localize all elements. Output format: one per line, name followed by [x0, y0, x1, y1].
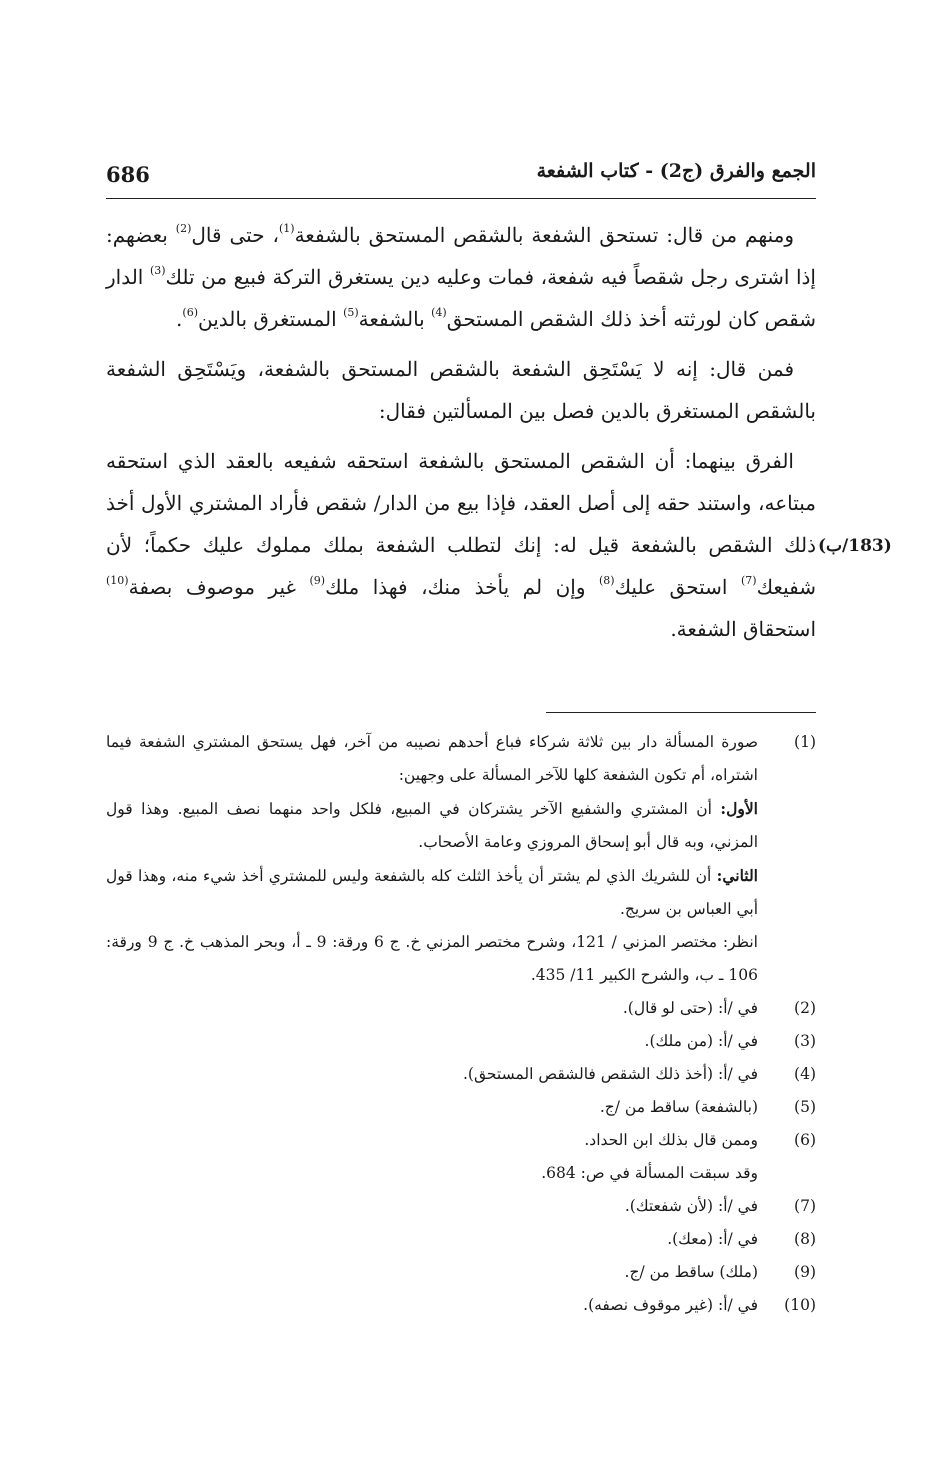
- text-run: الدار شقص كان لورثته أخذ ذلك الشقص المستحق: [106, 265, 816, 331]
- footnote-ref: (5): [343, 306, 359, 320]
- footnote-4: [106, 1058, 816, 1091]
- footnote-number: (1): [794, 733, 816, 751]
- footnote-number: (3): [794, 1032, 816, 1050]
- page-header: [106, 160, 816, 200]
- footnote-text: أن المشتري والشفيع الآخر يشتركان في المبيع، فلكل واحد منهما نصف المبيع. وهذا قول المزني، وبه قال أبو إسحاق المروزي وعامة الأصحاب.: [106, 800, 758, 851]
- footnote-ref: (10): [106, 574, 129, 588]
- text-run: بعضهم: إذا اشترى رجل شقصاً فيه شفعة، فمات وعليه دين يستغرق التركة فبيع من تلك: [106, 223, 816, 289]
- footnote-text: [106, 859, 758, 926]
- footnote-number: (2): [794, 999, 816, 1017]
- footnote-text: أن للشريك الذي لم يشتر أن يأخذ الثلث كله بالشفعة وليس للمشتري أخذ شيء منه، وهذا قول أبي العباس بن سريج.: [106, 867, 758, 918]
- footnote-10: [106, 1289, 816, 1322]
- footnote-8: [106, 1223, 816, 1256]
- footnote-body: في /أ: (معك).: [667, 1230, 758, 1248]
- footnote-ref: (2): [175, 222, 192, 236]
- footnote-ref: (9): [309, 574, 326, 588]
- text-run: استحقاق الشفعة.: [670, 617, 816, 641]
- footnote-text: وقد سبقت المسألة في ص: 684.: [541, 1164, 758, 1182]
- footnote-2: [106, 992, 816, 1025]
- main-text: [106, 214, 816, 658]
- footnote-ref: (7): [740, 574, 757, 588]
- page-number: 686: [106, 162, 150, 187]
- text-run: الفرق بينهما: أن الشقص المستحق بالشفعة استحقه شفيعه بالعقد الذي استحقه مبتاعه، واستند حقه إلى أصل العقد، فإذا بيع من الدار/ شقص فأراد المشتري الأول أخذ ذلك الشقص بالشفعة قيل له: إنك لتطلب الشفعة بملك مملوك عليك حكماً؛ لأن شفيعك: [106, 449, 817, 599]
- manuscript-folio-marker: (183/ب): [818, 536, 892, 556]
- footnote-number: (4): [794, 1065, 816, 1083]
- footnote-label: الأول:: [720, 799, 758, 818]
- header-rule: [106, 198, 816, 199]
- footnote-ref: (1): [278, 222, 295, 236]
- footnote-number: (6): [794, 1131, 816, 1149]
- footnote-9: [106, 1256, 816, 1289]
- footnote-body: في /أ: (حتى لو قال).: [622, 999, 758, 1017]
- footnote-body: [106, 726, 758, 992]
- footnote-6: [106, 1124, 816, 1190]
- footnote-7: [106, 1190, 816, 1223]
- text-run: .: [176, 307, 183, 331]
- footnote-text: وممن قال بذلك ابن الحداد.: [584, 1131, 758, 1149]
- paragraph-1: [106, 214, 816, 340]
- footnote-text: [106, 792, 758, 859]
- paragraph-2: فمن قال: إنه لا يَسْتَحِق الشفعة بالشقص المستحق بالشفعة، ويَسْتَحِق الشفعة بالشقص المستغرق بالدين فصل بين المسألتين فقال:: [106, 357, 816, 423]
- text-run: وإن لم يأخذ منك، فهذا ملك: [325, 575, 599, 599]
- text-run: المستغرق بالدين: [198, 307, 344, 331]
- footnotes: [106, 726, 816, 1322]
- footnote-5: [106, 1091, 816, 1124]
- footnote-ref: (3): [149, 264, 166, 278]
- footnote-label: الثاني:: [716, 866, 758, 885]
- footnote-text: صورة المسألة دار بين ثلاثة شركاء فباع أحدهم نصيبه من آخر، فهل يستحق المشتري الشفعة فيما اشتراه، أم تكون الشفعة كلها للآخر المسألة على وجهين:: [106, 733, 758, 784]
- paragraph-3: [106, 440, 816, 650]
- footnote-ref: (4): [431, 306, 447, 320]
- footnote-body: (بالشفعة) ساقط من /ج.: [599, 1098, 758, 1116]
- footnote-body: [106, 1124, 758, 1190]
- footnote-1: [106, 726, 816, 992]
- text-run: ومنهم من قال: تستحق الشفعة بالشقص المستحق بالشفعة: [294, 223, 794, 247]
- footnote-number: (7): [794, 1197, 816, 1215]
- footnote-3: [106, 1025, 816, 1058]
- footnote-number: (9): [794, 1263, 816, 1281]
- footnote-number: (10): [784, 1296, 816, 1314]
- footnote-ref: (6): [182, 306, 198, 320]
- text-run: ، حتى قال: [191, 223, 279, 247]
- text-run: غير موصوف بصفة: [128, 575, 310, 599]
- running-title: الجمع والفرق (ج2) - كتاب الشفعة: [536, 160, 816, 182]
- footnote-number: (5): [794, 1098, 816, 1116]
- footnote-ref: (8): [598, 574, 615, 588]
- text-run: بالشفعة: [358, 307, 432, 331]
- footnote-references: انظر: مختصر المزني / 121، وشرح مختصر المزني خ. ج 6 ورقة: 9 ـ أ، وبحر المذهب خ. ج 9 ورقة: 106 ـ ب، والشرح الكبير 11/ 435.: [106, 933, 758, 984]
- footnote-body: (ملك) ساقط من /ج.: [624, 1263, 758, 1281]
- footnote-body: في /أ: (لأن شفعتك).: [624, 1197, 758, 1215]
- footnote-body: في /أ: (أخذ ذلك الشقص فالشقص المستحق).: [463, 1065, 758, 1083]
- footnote-body: في /أ: (من ملك).: [644, 1032, 758, 1050]
- footnote-separator: [546, 712, 816, 713]
- footnote-body: في /أ: (غير موقوف نصفه).: [583, 1296, 758, 1314]
- footnote-number: (8): [794, 1230, 816, 1248]
- text-run: استحق عليك: [614, 575, 741, 599]
